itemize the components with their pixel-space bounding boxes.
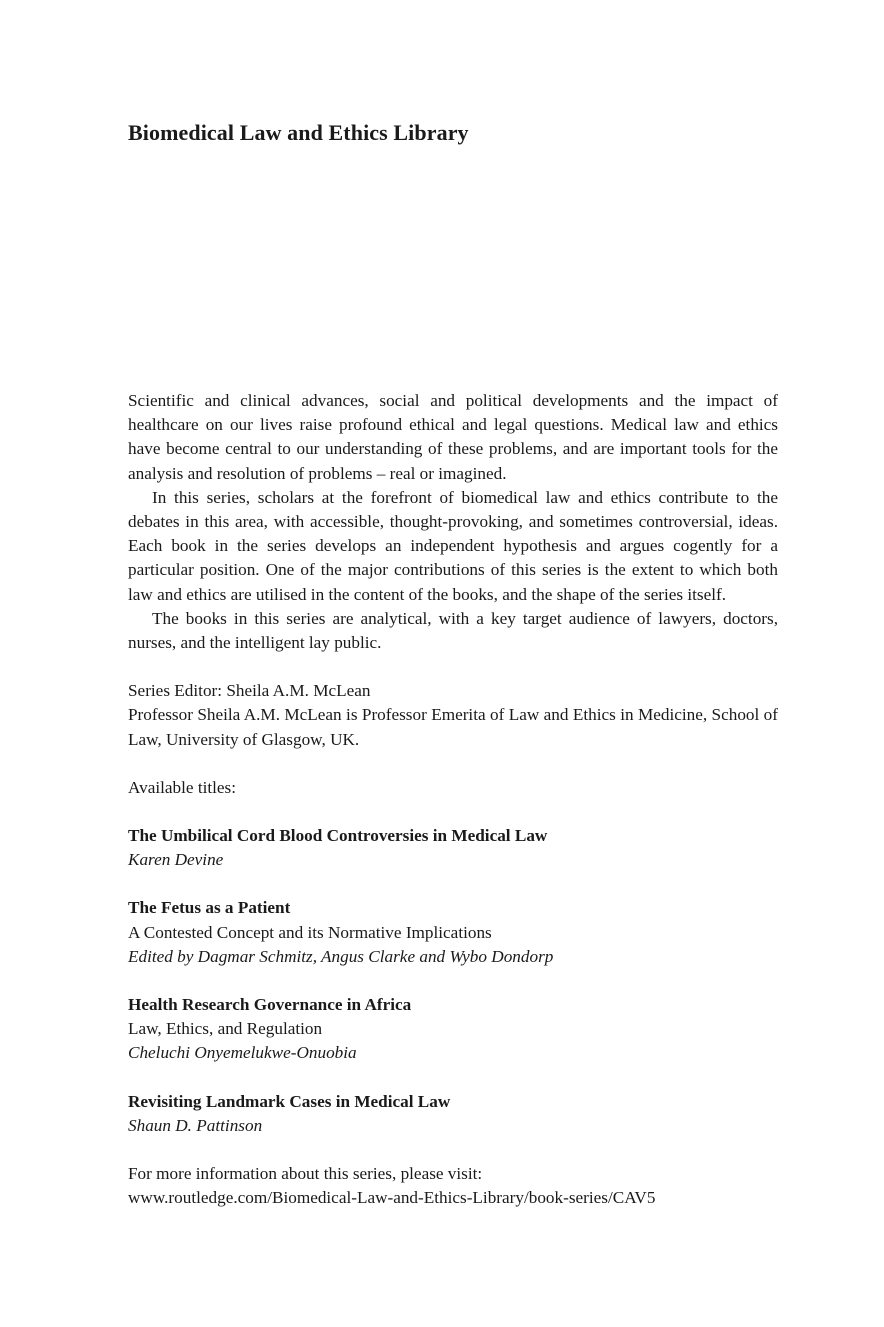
book-entry-1 xyxy=(128,824,778,872)
book-entry-2 xyxy=(128,896,778,969)
more-info xyxy=(128,1162,778,1210)
series-editor xyxy=(128,679,778,752)
series-title: Biomedical Law and Ethics Library xyxy=(128,120,469,145)
book-entry-4 xyxy=(128,1090,778,1138)
book-title: The Fetus as a Patient xyxy=(128,898,291,918)
book-title: Revisiting Landmark Cases in Medical Law xyxy=(128,1091,451,1111)
book-author: Karen Devine xyxy=(128,850,224,870)
available-titles-label: Available titles: xyxy=(128,777,237,797)
book-author: Edited by Dagmar Schmitz, Angus Clarke and Wybo Dondorp xyxy=(128,946,554,966)
book-subtitle: Law, Ethics, and Regulation xyxy=(128,1019,323,1039)
more-info-label: For more information about this series, please visit: xyxy=(128,1164,483,1184)
book-author: Shaun D. Pattinson xyxy=(128,1115,263,1135)
book-author: Cheluchi Onyemelukwe-Onuobia xyxy=(128,1043,357,1063)
book-entry-3 xyxy=(128,993,778,1066)
series-editor-line: Series Editor: Sheila A.M. McLean xyxy=(128,681,371,701)
series-body xyxy=(128,389,778,1210)
description-paragraph-2: In this series, scholars at the forefront of biomedical law and ethics contribute to the debates in this area, with accessible, thought-provoking, and sometimes controversial, ideas. Each book in the series develops an independent hypothesis and argues cogently for a particular position. One of the major contributions of this series is the extent to which both law and ethics are utilised in the content of the books, and the shape of the series itself. xyxy=(128,487,778,604)
book-title: The Umbilical Cord Blood Controversies in Medical Law xyxy=(128,826,548,846)
book-title: Health Research Governance in Africa xyxy=(128,995,412,1015)
description-paragraph-3: The books in this series are analytical, with a key target audience of lawyers, doctors, nurses, and the intelligent lay public. xyxy=(128,608,778,653)
description-paragraph-1: Scientific and clinical advances, social and political developments and the impact of healthcare on our lives raise profound ethical and legal questions. Medical law and ethics have become central to our understanding of these problems, and are important tools for the analysis and resolution of problems – real or imagined. xyxy=(128,391,778,483)
book-subtitle: A Contested Concept and its Normative Implications xyxy=(128,922,492,942)
series-url-link[interactable]: www.routledge.com/Biomedical-Law-and-Ethics-Library/book-series/CAV5 xyxy=(128,1188,656,1208)
series-editor-bio: Professor Sheila A.M. McLean is Professor Emerita of Law and Ethics in Medicine, School of Law, University of Glasgow, UK. xyxy=(128,705,778,749)
